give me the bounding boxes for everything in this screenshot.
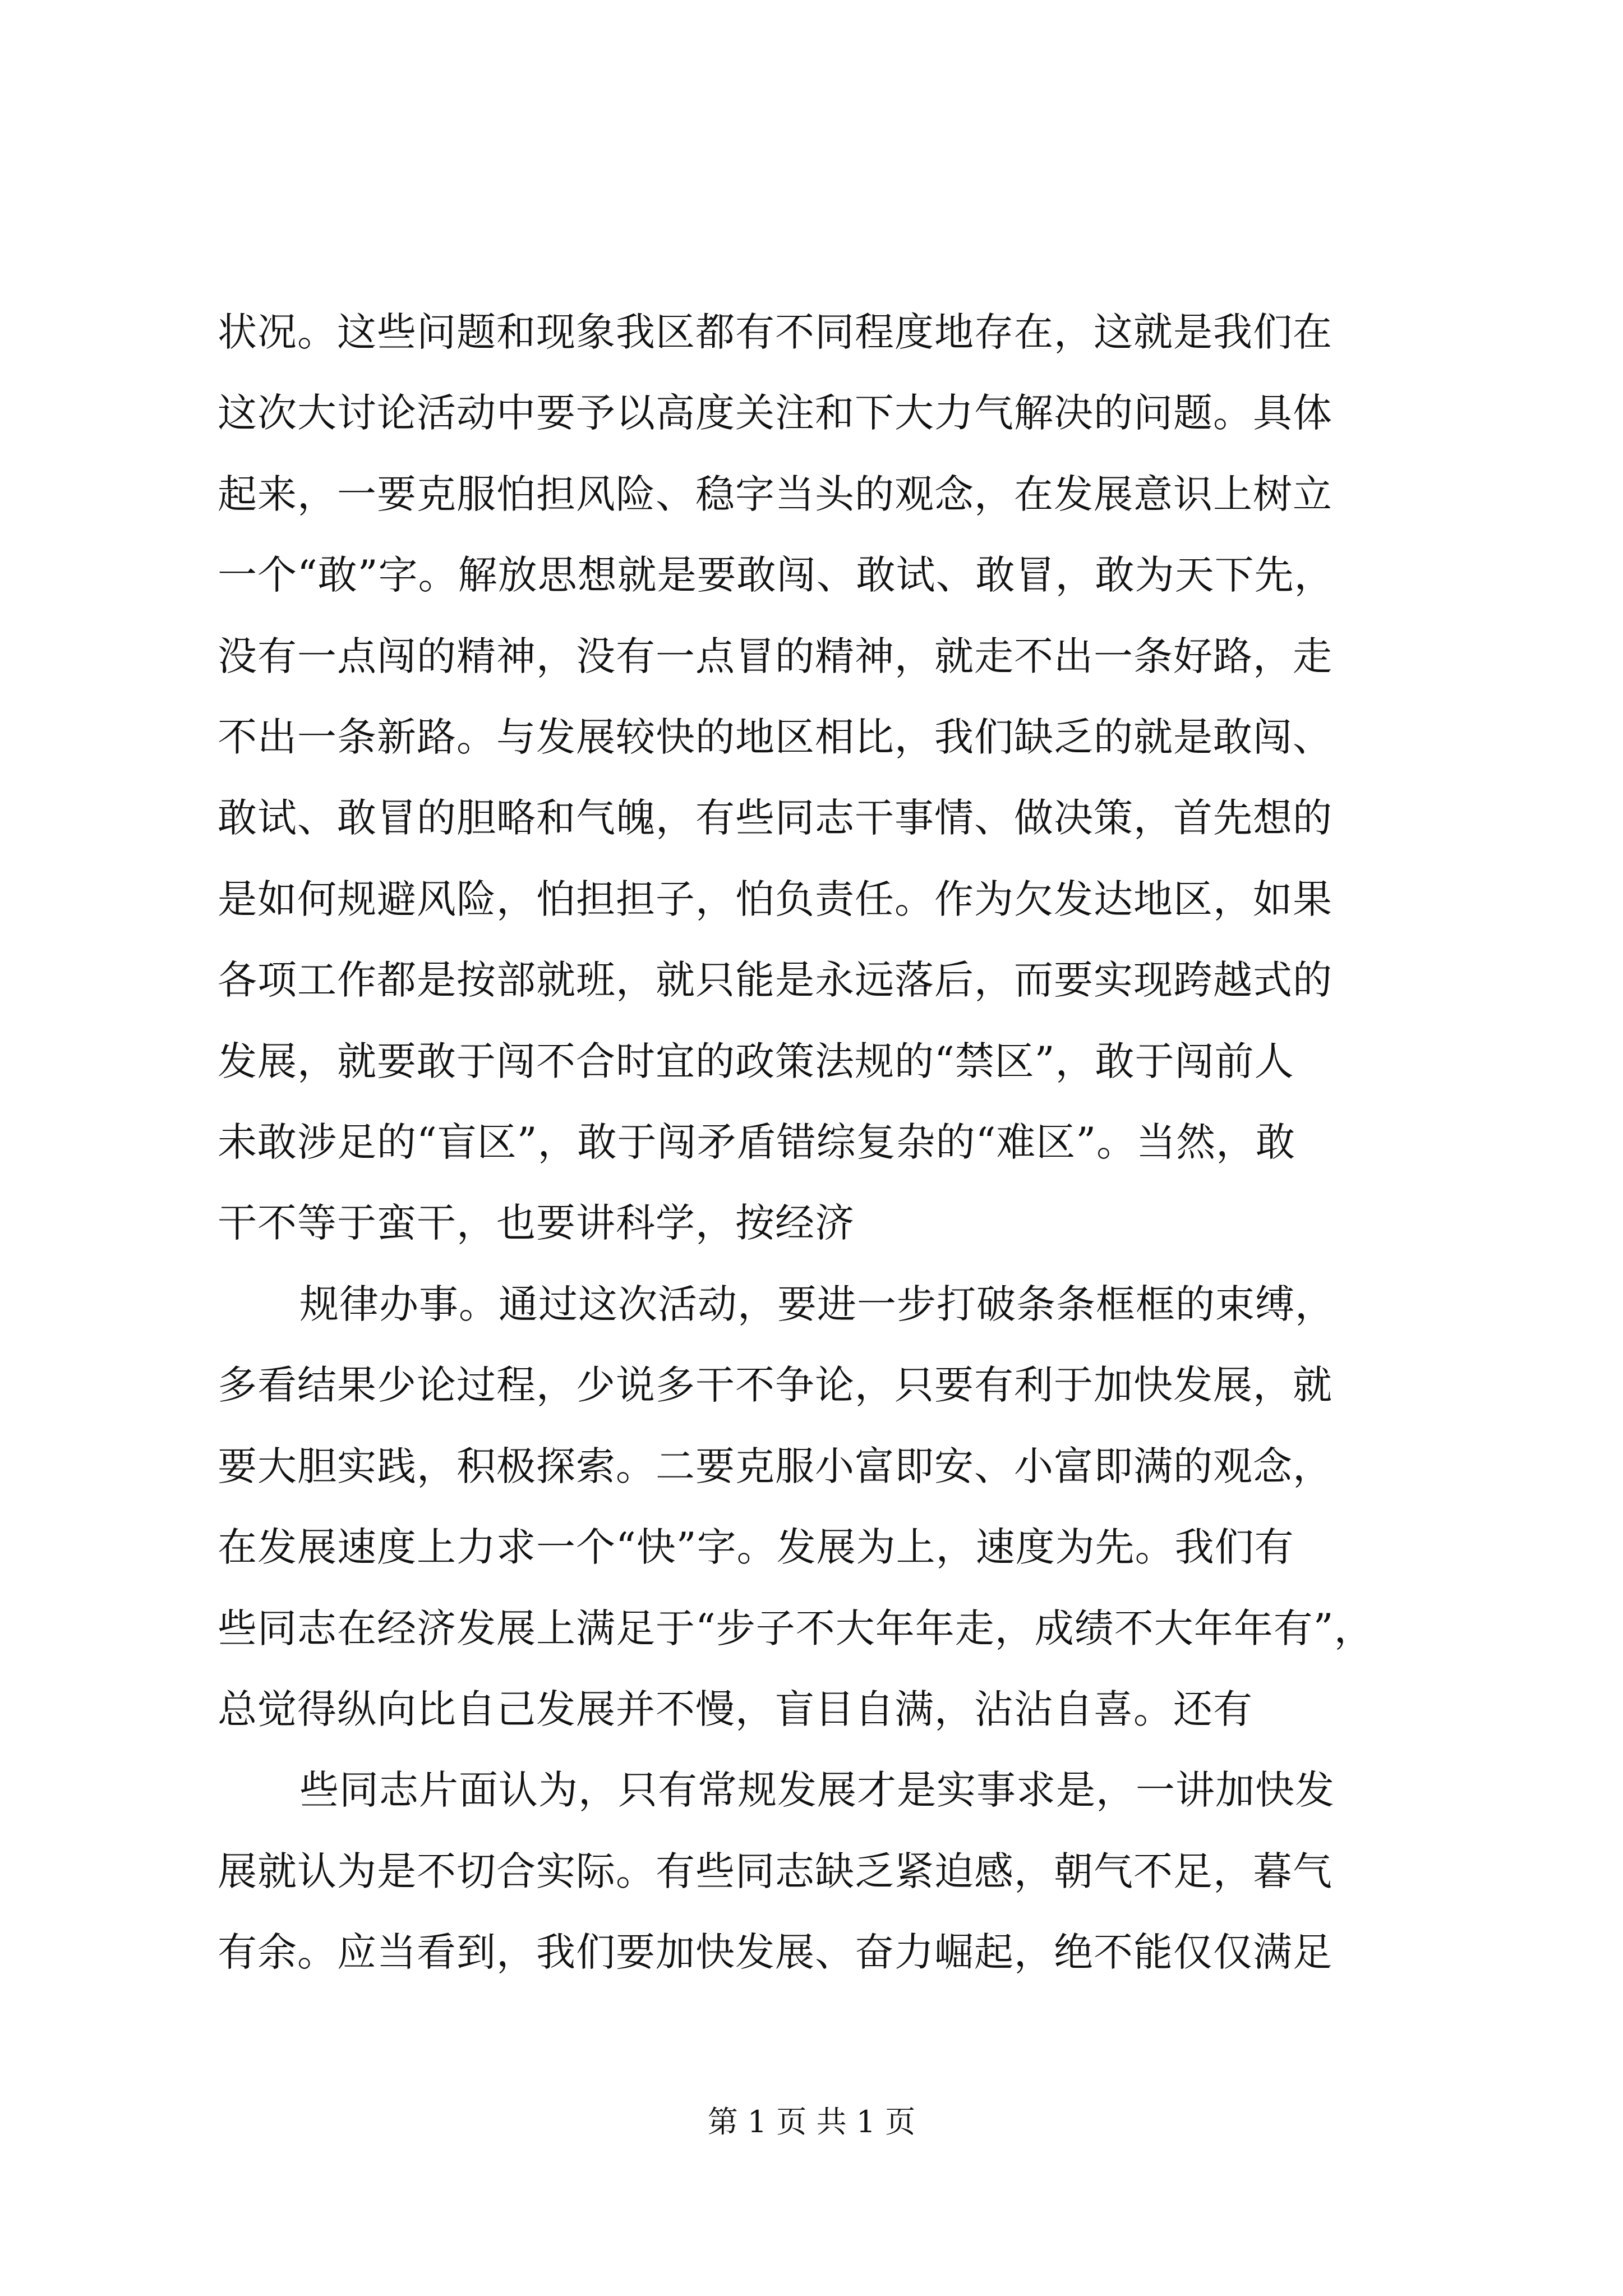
text-line: 起来，一要克服怕担风险、稳字当头的观念，在发展意识上树立: [218, 471, 1332, 517]
text-line: 要大胆实践，积极探索。二要克服小富即安、小富即满的观念，: [218, 1443, 1332, 1489]
text-line: 展就认为是不切合实际。有些同志缺乏紧迫感，朝气不足，暮气: [218, 1848, 1332, 1894]
text-line: 干不等于蛮干，也要讲科学，按经济: [218, 1200, 855, 1246]
text-line: 些同志片面认为，只有常规发展才是实事求是，一讲加快发: [299, 1767, 1335, 1814]
page-footer: 第 1 页 共 1 页: [707, 2104, 916, 2139]
text-line: 有余。应当看到，我们要加快发展、奋力崛起，绝不能仅仅满足: [218, 1929, 1332, 1976]
text-line: 多看结果少论过程，少说多干不争论，只要有利于加快发展，就: [218, 1362, 1332, 1409]
text-line: 未敢涉足的“盲区”，敢于闯矛盾错综复杂的“难区”。当然，敢: [218, 1119, 1296, 1166]
text-line: 在发展速度上力求一个“快”字。发展为上，速度为先。我们有: [218, 1524, 1294, 1571]
text-line: 这次大讨论活动中要予以高度关注和下大力气解决的问题。具体: [218, 390, 1332, 436]
text-line: 各项工作都是按部就班，就只能是永远落后，而要实现跨越式的: [218, 957, 1332, 1004]
text-line: 不出一条新路。与发展较快的地区相比，我们缺乏的就是敢闯、: [218, 714, 1332, 761]
paragraph-1: [218, 292, 1412, 1264]
text-line: 一个“敢”字。解放思想就是要敢闯、敢试、敢冒，敢为天下先，: [218, 552, 1334, 599]
text-line: 些同志在经济发展上满足于“步子不大年年走，成绩不大年年有”，: [218, 1605, 1374, 1651]
text-line: 状况。这些问题和现象我区都有不同程度地存在，这就是我们在: [218, 309, 1332, 355]
text-line: 敢试、敢冒的胆略和气魄，有些同志干事情、做决策，首先想的: [218, 795, 1332, 841]
text-line: 发展，就要敢于闯不合时宜的政策法规的“禁区”，敢于闯前人: [218, 1038, 1294, 1084]
text-line: 总觉得纵向比自己发展并不慢，盲目自满，沾沾自喜。还有: [218, 1686, 1253, 1732]
paragraph-3: [218, 1750, 1412, 1993]
text-line: 是如何规避风险，怕担担子，怕负责任。作为欠发达地区，如果: [218, 876, 1332, 922]
text-line: 没有一点闯的精神，没有一点冒的精神，就走不出一条好路，走: [218, 633, 1332, 679]
body-text: [218, 292, 1412, 1993]
paragraph-2: [218, 1264, 1412, 1750]
text-line: 规律办事。通过这次活动，要进一步打破条条框框的束缚，: [299, 1281, 1335, 1327]
